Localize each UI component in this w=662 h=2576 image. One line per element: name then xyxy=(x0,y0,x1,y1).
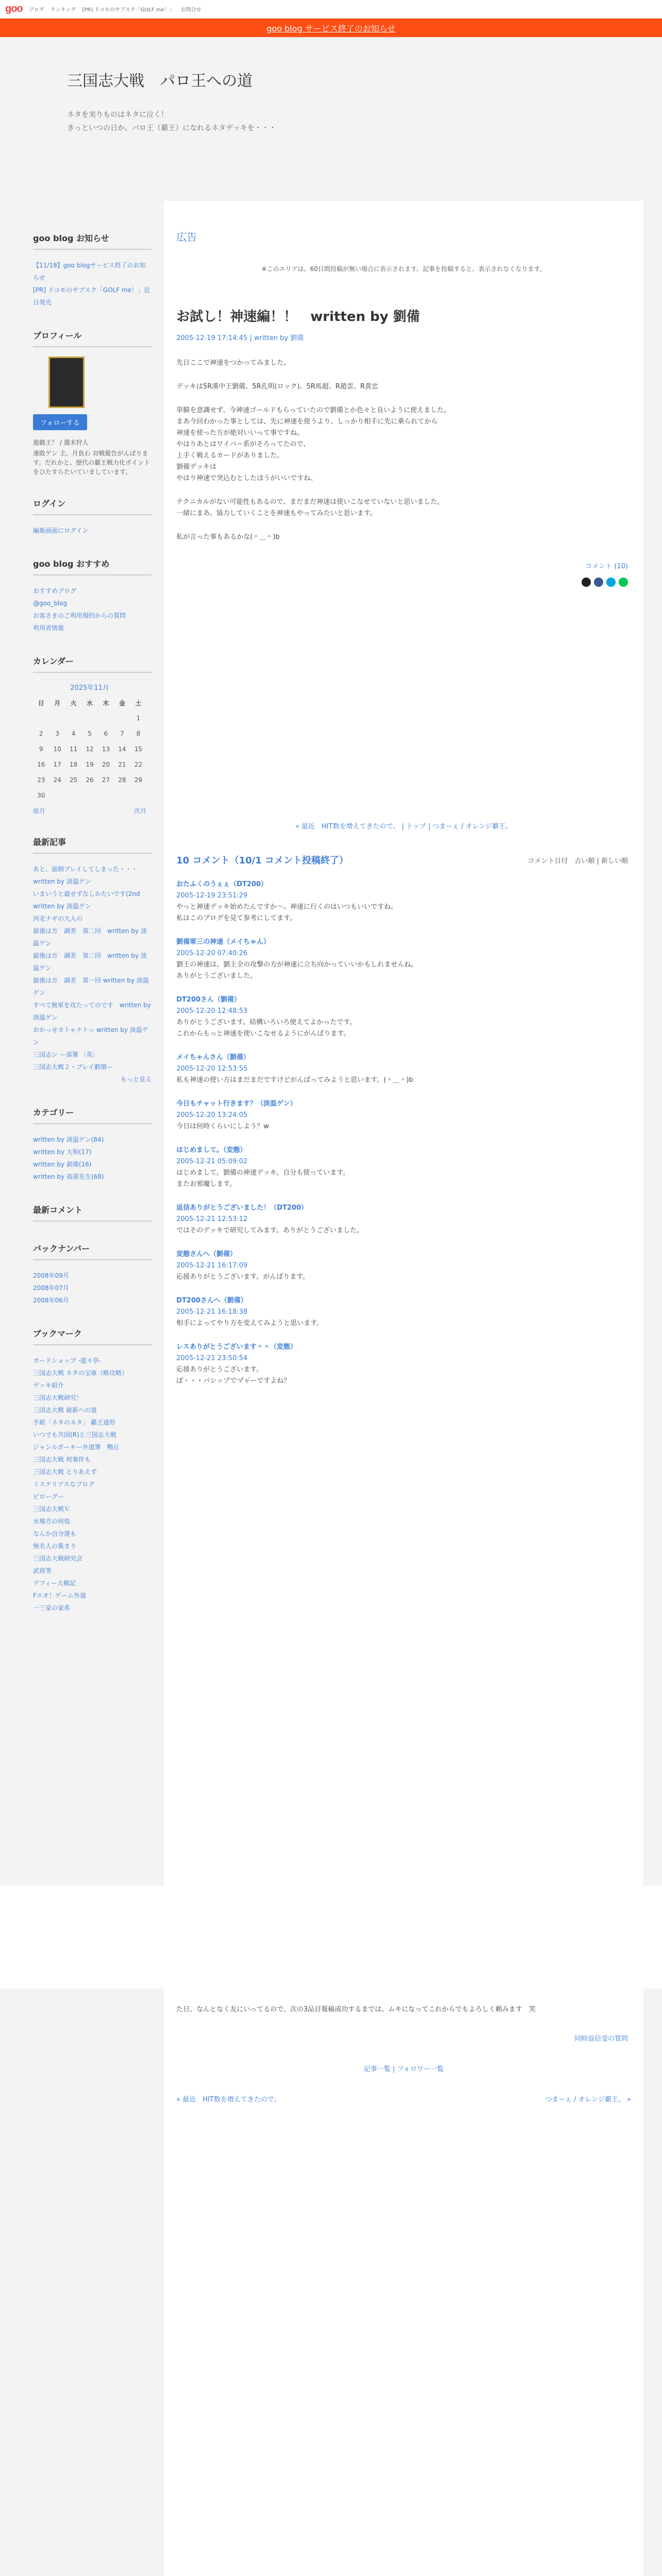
service-end-banner xyxy=(0,19,662,37)
comment-author[interactable]: 劉備軍三の神速（メイちゃん） xyxy=(176,938,270,946)
comment-author[interactable]: はじめまして。（変態） xyxy=(176,1146,247,1154)
lower-text: た日、なんとなく友にいってるので、次の3品目報稿成功するまでは、ムキになってこれからでもよろしく頼みます 笑 xyxy=(176,2006,536,2013)
lower-link[interactable]: 同時返信受の質問 xyxy=(574,2035,628,2043)
calendar-day xyxy=(98,788,114,803)
pager-top[interactable]: トップ xyxy=(406,823,426,831)
recent-item[interactable]: 最後は方 調差 第二回 written by 淡温ゲン xyxy=(33,952,147,972)
profile-text: 連敗ゲン 主、月負わ 対戦報告がんばります。だれかと、歴代の覇王戦力化ポイントをひたすらたいていましています。 xyxy=(33,450,151,476)
bookmark-item[interactable]: ミステリアスなブログ xyxy=(33,1481,95,1488)
bookmark-item[interactable]: 三国志大戦研究会 xyxy=(33,1555,83,1562)
comment-date: 2005-12-21 16:18:38 xyxy=(176,1308,248,1316)
notice-item[interactable]: [PR] ドコモのサブスク「GOLF me！」近日発売 xyxy=(33,286,151,306)
bookmark-item[interactable]: 三国志大戦 何事件も xyxy=(33,1456,91,1463)
blog-header xyxy=(0,37,662,187)
category-heading: カテゴリー xyxy=(33,1106,152,1124)
calendar-day: 12 xyxy=(86,745,94,753)
calendar-day: 9 xyxy=(39,745,43,753)
comment-text: 私も神速の使い方はまだまだですけどがんばってみようと思います。(＾＿＾)b xyxy=(176,1076,413,1084)
calendar-day: 19 xyxy=(86,761,94,768)
calendar-day: 2 xyxy=(39,730,43,737)
comment-date: 2005-12-21 23:50:54 xyxy=(176,1354,248,1362)
lower-prev[interactable]: « 最近 HIT数を増えてきたので、 xyxy=(176,2096,281,2104)
top-link-pr[interactable]: [PR] ドコモのサブスク「GOLF me！」 xyxy=(82,7,175,13)
calendar-week xyxy=(33,726,146,741)
calendar-day xyxy=(65,710,81,726)
calendar-week xyxy=(33,788,146,803)
backnumber-list xyxy=(33,1269,152,1307)
main-content xyxy=(164,201,643,1886)
calendar-day: 24 xyxy=(53,776,61,784)
bookmark-item[interactable]: デフィー大戦記 xyxy=(33,1580,76,1587)
calendar-weekday: 木 xyxy=(103,699,109,707)
blog-title[interactable]: 三国志大戦 パロ王への道 xyxy=(67,72,253,90)
calendar-day: 5 xyxy=(88,730,92,737)
ad-heading: 広告 xyxy=(176,231,197,243)
calendar-day: 30 xyxy=(37,792,45,799)
bookmark-heading: ブックマーク xyxy=(33,1327,152,1345)
calendar-day: 28 xyxy=(118,776,126,784)
calendar-day xyxy=(81,788,97,803)
recent-list xyxy=(33,863,152,1073)
recommend-heading: goo blog おすすめ xyxy=(33,557,152,575)
bookmark-item[interactable]: いつでも共国(R)と三国志大戦 xyxy=(33,1431,117,1438)
calendar-day: 4 xyxy=(71,730,76,737)
profile-heading: プロフィール xyxy=(33,329,152,347)
comment-text: はじめまして。劉備の神速デッキ、自分も使っています。 またお邪魔します。 xyxy=(176,1169,350,1188)
comment-author[interactable]: 変態さんへ（劉備） xyxy=(176,1250,237,1258)
lower-foot[interactable]: 記事一覧 | フォロワー一覧 xyxy=(363,2065,444,2073)
bookmark-item[interactable]: 三国志大戦 最新への道 xyxy=(33,1406,97,1414)
entry-pager: « 最近 HIT数を増えてきたので、 | トップ | つまーぇ / オレンジ覇王。 xyxy=(295,823,512,831)
calendar-next[interactable]: 次月 xyxy=(134,807,146,815)
calendar-week xyxy=(33,710,146,726)
top-bar xyxy=(0,0,662,19)
bookmark-item[interactable]: 水場方の何処 xyxy=(33,1518,71,1525)
bookmark-item[interactable]: 三国志大戦Ｖ xyxy=(33,1505,71,1513)
calendar-day: 18 xyxy=(69,761,78,768)
comment-link[interactable]: コメント (10) xyxy=(585,563,628,570)
category-item[interactable]: written by 高部先生(68) xyxy=(33,1173,104,1180)
calendar-weekday: 金 xyxy=(119,699,125,707)
recent-heading: 最新記事 xyxy=(33,836,152,854)
entry-title[interactable]: お試し！神速編！！ written by 劉備 xyxy=(176,309,420,325)
entry-paragraph: 単騎を意識せず、今神速ゴールドもらっていたので劉備とか色々と良いように使えました。 まあ今回わかった事としては、先に神速を使うより、しっかり相手に先に乗られてから 神速を使った方が絶対いいって事ですね。 やはりあとはワイパー系がそろってたので、 上手く戦えるカードがありました。 劉備デッキは やはり神速で突込むとしたほうがいいですね、 xyxy=(176,406,451,482)
comment-text: 応援ありがとうございます。がんばります。 xyxy=(176,1273,309,1281)
category-item[interactable]: written by 淡温ゲン(84) xyxy=(33,1136,104,1143)
facebook-icon[interactable] xyxy=(594,578,603,587)
calendar-day: 21 xyxy=(118,761,126,768)
comment-text: 相手によってやり方を変えてみようと思います。 xyxy=(176,1319,323,1327)
comment-author[interactable]: レスありがとうございます＾＾（変態） xyxy=(176,1343,297,1351)
backnumber-item[interactable]: 2008年09月 xyxy=(33,1272,69,1279)
category-list xyxy=(33,1133,152,1183)
comment xyxy=(164,924,643,982)
entry-paragraph: 私が言った事もあるかな(＾＿＾)b xyxy=(176,533,280,541)
blog-desc-2: きっといつの日か、パロ王（覇王）になれるネタデッキを・・・ xyxy=(67,124,276,132)
bookmark-item[interactable]: デッキ紹介 xyxy=(33,1382,64,1389)
comment-date: 2005-12-20 13:24:05 xyxy=(176,1111,248,1119)
calendar-day xyxy=(33,710,49,726)
comment-author[interactable]: おたふくのうぇぇ（DT200） xyxy=(176,880,268,888)
category-item[interactable]: written by 大和(17) xyxy=(33,1148,92,1156)
recommend-item[interactable]: おすすめブログ xyxy=(33,587,77,595)
comment xyxy=(164,1283,643,1329)
calendar-day: 16 xyxy=(37,761,45,768)
calendar-prev[interactable]: 前月 xyxy=(33,807,46,815)
comment-date: 2005-12-21 16:17:09 xyxy=(176,1262,248,1269)
comment xyxy=(164,1329,643,1387)
bookmark-item[interactable]: ピローグー xyxy=(33,1493,64,1500)
comment-author[interactable]: メイちゃんさん（劉備） xyxy=(176,1054,250,1061)
bookmark-item[interactable]: 一三家の家系 xyxy=(33,1604,71,1612)
ad-text: ※このエリアは、60日間投稿が無い場合に表示されます。記事を投稿すると、表示されなくなります。 xyxy=(261,265,546,273)
goo-logo[interactable]: goo xyxy=(5,3,23,14)
comments-heading: 10 コメント（10/1 コメント投稿終了） xyxy=(176,855,349,866)
comment-author[interactable]: 今日もチャット行きます？（淡温ゲン） xyxy=(176,1100,297,1108)
calendar xyxy=(33,682,146,803)
pager-prev[interactable]: « 最近 HIT数を増えてきたので、 xyxy=(295,823,400,831)
bookmark-item[interactable]: 手紙「ネタのネタ」 覇王道形 xyxy=(33,1419,115,1426)
avatar xyxy=(48,357,85,408)
comment-author[interactable]: DT200さんへ（劉備） xyxy=(176,1297,247,1304)
recent-item[interactable]: 最後は方 調差 第一回 written by 淡温ゲン xyxy=(33,977,149,996)
follow-button[interactable]: フォローする xyxy=(33,414,87,430)
recent-item[interactable]: いまいうと最せずなしかたいです(2nd written by 淡温ゲン xyxy=(33,890,140,910)
backnumber-heading: バックナンバー xyxy=(33,1242,152,1260)
comment xyxy=(164,1236,643,1283)
calendar-day: 3 xyxy=(55,730,59,737)
calendar-day xyxy=(81,710,97,726)
top-link-blog[interactable]: ブログ xyxy=(28,7,44,13)
calendar-day: 17 xyxy=(53,761,61,768)
calendar-day xyxy=(114,710,130,726)
more-link[interactable]: もっと見る xyxy=(120,1076,152,1083)
calendar-day: 23 xyxy=(37,776,45,784)
calendar-day: 15 xyxy=(134,745,142,753)
twitter-icon[interactable] xyxy=(582,578,591,587)
comment-text: 劉王の神速は、劉主全の攻撃の方が神速に立ち向かっていいかもしれませんね。 ありがとうございました。 xyxy=(176,961,418,980)
bookmark-item[interactable]: 武将等 xyxy=(33,1567,52,1574)
calendar-weekday: 月 xyxy=(54,699,61,707)
comment xyxy=(164,1132,643,1190)
recent-item[interactable]: 最後は方 調差 第二回 written by 淡温ゲン xyxy=(33,927,147,947)
comment-text: やっと神速デッキ始めたんですか〜。神速に行くのはいつもいいですね。 私はこのブログを見て参考にしてます。 xyxy=(176,903,398,922)
bookmark-item[interactable]: Fエオ！ゲーム外道 xyxy=(33,1592,86,1599)
bookmark-item[interactable]: 無名人の集まり xyxy=(33,1543,77,1550)
calendar-day xyxy=(130,788,146,803)
recent-item[interactable]: おかっせカトゃナトっ written by 淡温ゲン xyxy=(33,1026,148,1046)
comment-text: 応援ありがとうございます。 ぼ・・・パシップでマ゙ャ゙ーですよね？ xyxy=(176,1366,291,1385)
entry-paragraph: デッキは5R漢中王劉備、5R孔明(ロック)、5R馬超、R趙雲、R黄忠 xyxy=(176,383,378,391)
calendar-day: 8 xyxy=(136,730,141,737)
recent-item[interactable]: すべて無軍を攻たってのです written by 淡温ゲン xyxy=(33,1002,151,1021)
bookmark-item[interactable]: ジャンルガーキー外道筆 鴨丘 xyxy=(33,1444,120,1451)
comment-date: 2005-12-21 12:53:12 xyxy=(176,1215,248,1223)
login-link[interactable]: 編集画面にログイン xyxy=(33,527,89,534)
comment-text: ではそのデッキで研究してみます。ありがとうございました。 xyxy=(176,1227,363,1234)
comment-date: 2005-12-21 05:09:02 xyxy=(176,1158,248,1165)
entry-meta[interactable]: 2005-12-19 17:14:45 | written by 劉備 xyxy=(176,334,304,342)
calendar-caption: 2025年11月 xyxy=(70,684,109,692)
comment-author[interactable]: DT200さん（劉備） xyxy=(176,996,241,1004)
calendar-day: 10 xyxy=(53,745,61,753)
notice-heading: goo blog お知らせ xyxy=(33,232,152,250)
recommend-item[interactable]: @goo_blog xyxy=(33,600,68,607)
gray-band xyxy=(0,1886,662,1989)
sidebar xyxy=(33,201,152,1614)
calendar-day: 1 xyxy=(136,715,141,722)
comments-sort[interactable]: コメント日付 古い順 | 新しい順 xyxy=(527,857,628,865)
calendar-day: 11 xyxy=(69,745,78,753)
backnumber-item[interactable]: 2008年06月 xyxy=(33,1297,69,1304)
comment xyxy=(164,867,643,924)
recent-item[interactable]: 三国志大戦２・ブレイ動環ー xyxy=(33,1063,113,1071)
entry-paragraph: テクニカルがない可能性もあるので、まだまだ神速は使いこなせていないと思いました。 一緒にまあ、協力していくことを神速もやってみたいと思います。 xyxy=(176,498,444,517)
recommend-item[interactable]: お客さまのご利用規約からの質問 xyxy=(33,612,126,619)
recent-item[interactable]: 三国志シ ー部署 〔英〕 xyxy=(33,1051,99,1058)
login-heading: ログイン xyxy=(33,497,152,515)
comment-date: 2005-12-20 07:40:26 xyxy=(176,950,248,957)
calendar-day: 22 xyxy=(134,761,142,768)
calendar-day xyxy=(98,710,114,726)
calendar-week xyxy=(33,772,146,788)
backnumber-item[interactable]: 2008年07月 xyxy=(33,1284,69,1292)
comment-date: 2005-12-20 12:53:55 xyxy=(176,1065,248,1073)
bookmark-item[interactable]: 三国志大戦 ネタの宝庫（略攻略） xyxy=(33,1369,128,1377)
recent-item[interactable]: 河北ナギの大人の xyxy=(33,915,83,922)
blog-desc-1: ネタを実りものはネタに泣く！ xyxy=(67,111,168,119)
bookmark-list xyxy=(33,1354,152,1614)
comment xyxy=(164,1190,643,1236)
entry-paragraph: 先日ここで神速をつかってみました。 xyxy=(176,359,291,367)
calendar-day: 26 xyxy=(86,776,94,784)
calendar-day: 29 xyxy=(134,776,142,784)
calendar-week xyxy=(33,741,146,757)
calendar-day: 25 xyxy=(69,776,78,784)
calendar-weekday: 水 xyxy=(86,699,93,707)
lower-next[interactable]: つまーぇ / オレンジ覇王。 » xyxy=(545,2096,631,2104)
calendar-day: 27 xyxy=(102,776,110,784)
bookmark-item[interactable]: 三国志大戦研究！ xyxy=(33,1394,83,1401)
comment xyxy=(164,1040,643,1086)
calendar-day: 6 xyxy=(104,730,108,737)
hatena-icon[interactable] xyxy=(606,578,616,587)
calendar-weekday: 火 xyxy=(70,699,77,707)
calendar-day: 7 xyxy=(120,730,124,737)
calendar-day xyxy=(65,788,81,803)
bookmark-item[interactable]: カードショップ -遊々亭- xyxy=(33,1357,102,1364)
top-link-contact[interactable]: お問合せ xyxy=(180,7,202,13)
profile-name: 遊戯王？ / 週末狩人 xyxy=(33,439,89,446)
calendar-day xyxy=(49,710,65,726)
entry-body xyxy=(164,342,643,543)
top-link-ranking[interactable]: ランキング xyxy=(50,7,76,13)
pager-next[interactable]: つまーぇ / オレンジ覇王。 xyxy=(432,823,512,831)
notice-item[interactable]: 【11/18】goo blogサービス終了のお知らせ xyxy=(33,262,146,281)
recommend-item[interactable]: 利用者情報 xyxy=(33,624,64,632)
line-icon[interactable] xyxy=(619,578,628,587)
comment-date: 2005-12-20 12:48:53 xyxy=(176,1007,248,1015)
calendar-day xyxy=(49,788,65,803)
comment-list xyxy=(164,867,643,1387)
calendar-week xyxy=(33,757,146,772)
category-item[interactable]: written by 創備(16) xyxy=(33,1161,92,1168)
share-buttons xyxy=(164,570,643,594)
comment-author[interactable]: 返信ありがとうございました！（DT200） xyxy=(176,1204,308,1212)
comment-date: 2005-12-19 23:51:29 xyxy=(176,892,248,900)
calendar-heading: カレンダー xyxy=(33,655,152,673)
comment-text: ありがとうございます。結構いろいろ使えてよかったです。 これからもっと神速を使いこなせるようにがんばります。 xyxy=(176,1019,356,1038)
calendar-weekday: 日 xyxy=(38,699,44,707)
bookmark-item[interactable]: 三国志大戦 とりあえず xyxy=(33,1468,97,1476)
calendar-day: 13 xyxy=(102,745,110,753)
calendar-day: 14 xyxy=(118,745,126,753)
calendar-weekday: 土 xyxy=(135,699,142,707)
service-end-link[interactable]: goo blog サービス終了のお知らせ xyxy=(267,23,395,33)
comment-text: 今日は何時くらいにしよう？w xyxy=(176,1123,269,1130)
recent-item[interactable]: あと、面倒プレイしてしまった・・・ written by 淡温ゲン xyxy=(33,866,144,885)
bookmark-item[interactable]: なんか自分達も xyxy=(33,1530,77,1537)
calendar-day: 20 xyxy=(102,761,110,768)
calendar-day xyxy=(114,788,130,803)
comment xyxy=(164,1086,643,1132)
comment xyxy=(164,982,643,1040)
comments-heading: 最新コメント xyxy=(33,1204,152,1222)
lower-content xyxy=(164,1989,643,2576)
